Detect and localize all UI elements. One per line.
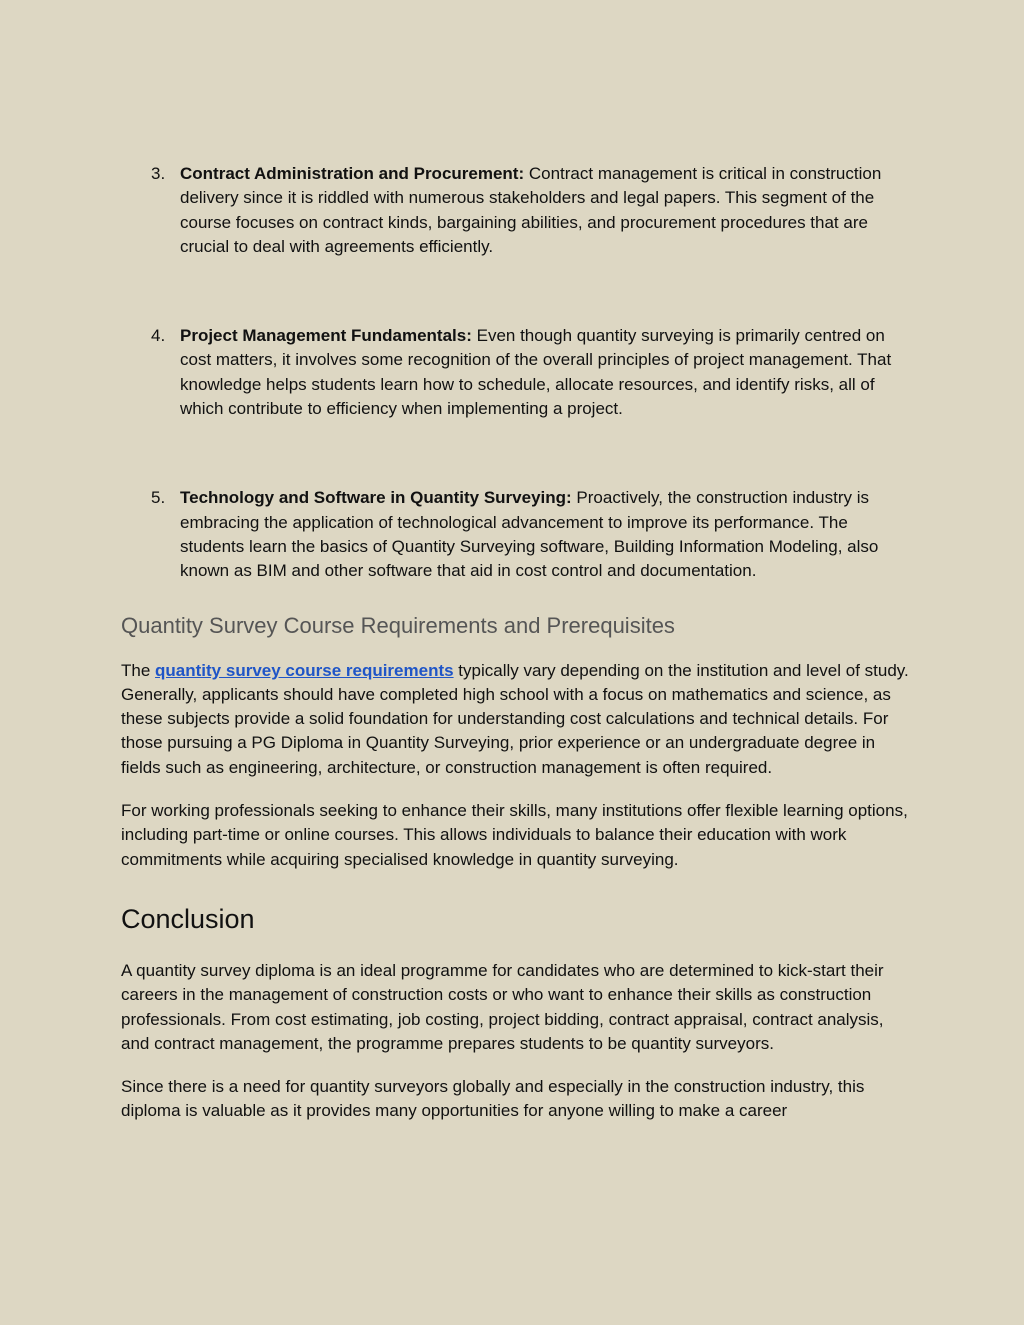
- conclusion-heading: Conclusion: [121, 903, 255, 934]
- requirements-heading: Quantity Survey Course Requirements and Prerequisites: [121, 612, 675, 638]
- paragraph-text: The: [121, 660, 156, 680]
- list-spacer: [121, 259, 911, 324]
- list-term: Contract Administration and Procurement:: [180, 164, 525, 183]
- list-number: 4.: [151, 326, 166, 346]
- list-number: 5.: [151, 488, 166, 508]
- list-text: Even though quantity surveying is primarily centred on cost matters, it involves some recognition of the overall principles of project management. That knowledge helps students learn how to schedule, allocate resources, and identify risks, all of which contribute to efficiency when implementing a project.: [180, 326, 892, 419]
- list-spacer: [121, 421, 911, 486]
- list-term: Project Management Fundamentals:: [180, 326, 472, 346]
- conclusion-paragraph-2: Since there is a need for quantity surveyors globally and especially in the construction industry, this diploma is valuable as it provides many opportunities for anyone willing to make a career: [121, 1077, 865, 1121]
- paragraph-text: typically vary depending on the institution and level of study. Generally, applicants should have completed high school with a focus on mathematics and science, as these subjects provide a solid foundation for understanding cost calculations and technical details. For those pursuing a PG Diploma in Quantity Surveying, prior experience or an undergraduate degree in fields such as engineering, architecture, or construction management is often required.: [121, 660, 909, 777]
- list-item-3: [121, 162, 911, 259]
- document-content: [121, 162, 911, 1124]
- requirements-paragraph-2: For working professionals seeking to enhance their skills, many institutions offer flexible learning options, including part-time or online courses. This allows individuals to balance their education with work commitments while acquiring specialised knowledge in quantity surveying.: [121, 801, 908, 869]
- requirements-paragraph-1: [121, 659, 911, 780]
- quantity-survey-requirements-link[interactable]: quantity survey course requirements: [155, 660, 454, 680]
- list-term: Technology and Software in Quantity Surveying:: [180, 488, 572, 508]
- list-text: Proactively, the construction industry is embracing the application of technological advancement to improve its performance. The students learn the basics of Quantity Surveying software, Building Information Modeling, also known as BIM and other software that aid in cost control and documentation.: [180, 488, 879, 581]
- list-item-4: [121, 324, 911, 421]
- list-item-5: [121, 486, 911, 583]
- list-text: Contract management is critical in construction delivery since it is riddled with numerous stakeholders and legal papers. This segment of the course focuses on contract kinds, bargaining abilities, and procurement procedures that are crucial to deal with agreements efficiently.: [180, 164, 882, 256]
- list-number: 3.: [151, 164, 166, 183]
- conclusion-paragraph-1: A quantity survey diploma is an ideal programme for candidates who are determined to kick-start their careers in the management of construction costs or who want to enhance their skills as construction professionals. From cost estimating, job costing, project bidding, contract appraisal, contract analysis, and contract management, the programme prepares students to be quantity surveyors.: [121, 960, 884, 1053]
